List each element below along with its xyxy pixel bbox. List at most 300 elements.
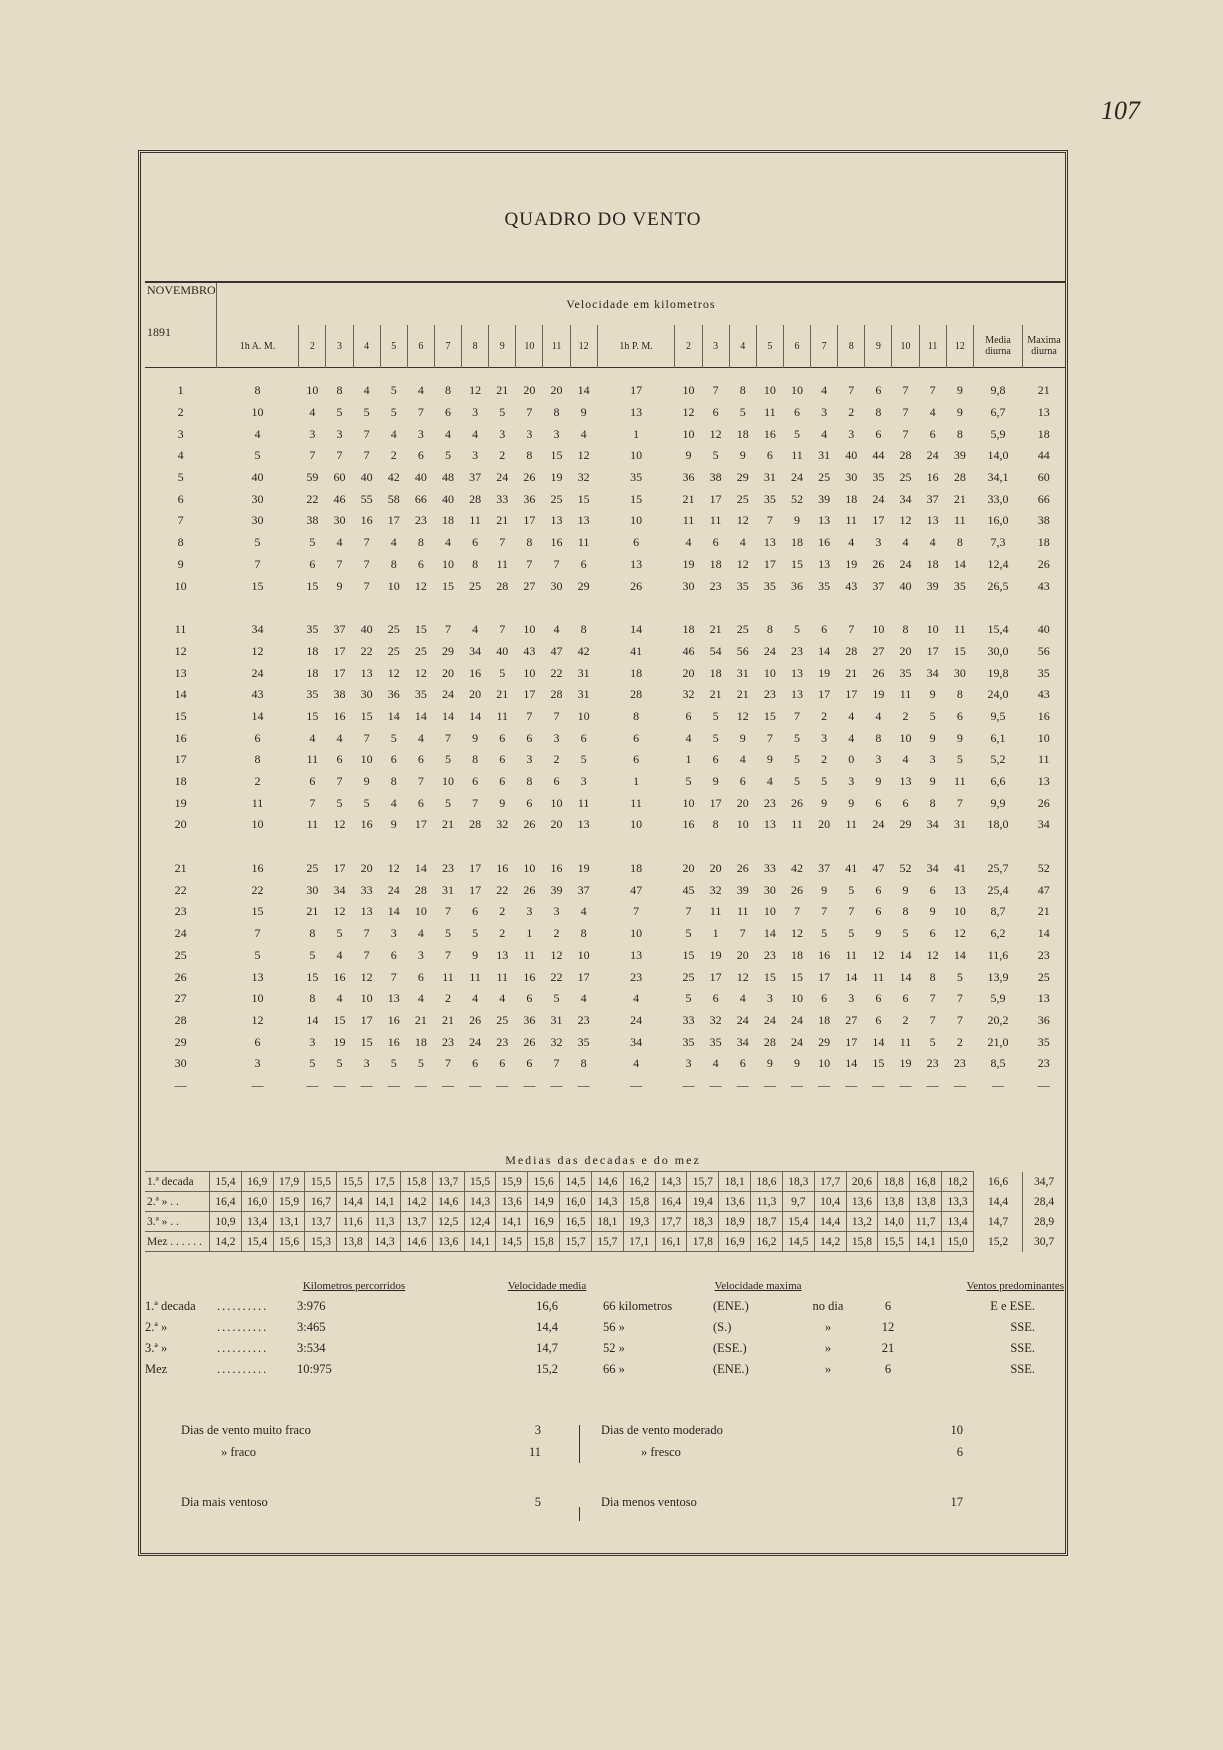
hour-value: 13 <box>763 817 776 832</box>
hour-value: 8 <box>390 774 397 789</box>
decade-value: 15,8 <box>528 1232 560 1252</box>
summary-km-header: Kilometros percorridos <box>302 1280 406 1292</box>
hour-value: 33 <box>496 491 509 506</box>
hour-value: 11 <box>630 795 642 810</box>
hour-value: 4 <box>580 904 587 919</box>
hour-value: 8 <box>336 383 343 398</box>
hour-value: 10 <box>953 904 966 919</box>
hour-value: 7 <box>254 556 261 571</box>
hour-value: 6 <box>526 730 533 745</box>
table-row <box>145 467 1065 489</box>
hour-value: 24 <box>872 817 885 832</box>
hour-value: 14 <box>251 708 264 723</box>
media-value: 6,2 <box>990 926 1006 941</box>
hour-header-pm: 12 <box>946 325 973 368</box>
hour-value: 12 <box>469 383 482 398</box>
hour-value: 12 <box>736 513 749 528</box>
hour-value: 12 <box>414 665 427 680</box>
dash-row <box>145 1075 1065 1097</box>
hour-value: 6 <box>309 556 316 571</box>
decade-value: 13,7 <box>305 1212 337 1232</box>
hour-value: 10 <box>630 448 643 463</box>
hour-value: 29 <box>899 817 912 832</box>
media-value: 7,3 <box>990 535 1006 550</box>
media-value: 21,0 <box>987 1034 1009 1049</box>
hour-value: 15 <box>360 708 373 723</box>
hour-value: 40 <box>360 622 373 637</box>
hour-value: 23 <box>414 513 427 528</box>
decades-title: Medias das decadas e do mez <box>505 1153 701 1167</box>
decade-value: 10,4 <box>814 1192 846 1212</box>
hour-value: 35 <box>577 1034 590 1049</box>
hour-value: 6 <box>499 752 506 767</box>
decade-value: 16,5 <box>560 1212 592 1232</box>
days-mais-value: 5 <box>534 1495 541 1509</box>
media-header: Media diurna <box>974 325 1023 368</box>
hour-value: 10 <box>360 991 373 1006</box>
hour-value: 3 <box>875 752 882 767</box>
hour-value: 21 <box>414 1012 427 1027</box>
hour-value: 6 <box>712 535 719 550</box>
hour-value: 15 <box>763 969 776 984</box>
hour-value: 39 <box>736 882 749 897</box>
hour-value: 10 <box>442 774 455 789</box>
hour-value: 3 <box>309 1034 316 1049</box>
hour-value: 24 <box>790 1012 803 1027</box>
hour-value: 16 <box>550 861 563 876</box>
hour-value: 6 <box>875 1012 882 1027</box>
hour-value: 12 <box>709 426 722 441</box>
table-row <box>145 641 1065 663</box>
days-row-3 <box>181 1495 1001 1517</box>
day-cell: 7 <box>177 513 184 528</box>
decade-value: 14,3 <box>369 1232 401 1252</box>
hour-value: 23 <box>442 861 455 876</box>
hour-value: 16 <box>360 513 373 528</box>
hour-value: 12 <box>577 448 590 463</box>
hour-value: 4 <box>553 622 560 637</box>
hour-value: 17 <box>360 1012 373 1027</box>
hour-value: 14 <box>306 1012 319 1027</box>
hour-value: 23 <box>790 643 803 658</box>
hour-value: 11 <box>791 448 803 463</box>
decade-value: 15,6 <box>528 1172 560 1192</box>
dash-cell: — <box>709 1077 722 1092</box>
decade-value: 15,8 <box>846 1232 878 1252</box>
dash-cell: — <box>469 1077 482 1092</box>
hour-value: 10 <box>630 513 643 528</box>
hour-value: 3 <box>848 774 855 789</box>
summary-day: 6 <box>884 1362 892 1376</box>
hour-value: 28 <box>630 687 643 702</box>
hour-value: 31 <box>442 882 455 897</box>
hour-value: 14 <box>387 708 400 723</box>
hour-value: 12 <box>790 926 803 941</box>
hour-value: 6 <box>499 1056 506 1071</box>
hour-value: 5 <box>821 774 828 789</box>
table-row <box>145 901 1065 923</box>
hour-value: 28 <box>953 470 966 485</box>
hour-header-am: 3 <box>326 325 353 368</box>
hour-value: 17 <box>469 882 482 897</box>
hour-value: 28 <box>469 817 482 832</box>
dot-leader: .......... <box>217 1299 269 1313</box>
hour-value: 7 <box>793 904 800 919</box>
decade-value: 14,4 <box>814 1212 846 1232</box>
hour-value: 4 <box>417 383 424 398</box>
hour-value: 13 <box>360 904 373 919</box>
max-value: 26 <box>1037 795 1050 810</box>
hour-value: 5 <box>848 882 855 897</box>
day-cell: 26 <box>174 969 187 984</box>
dash-cell: — <box>845 1077 858 1092</box>
hour-header-pm: 1h P. M. <box>597 325 675 368</box>
day-cell: 10 <box>174 578 187 593</box>
hour-value: 8 <box>929 969 936 984</box>
hour-value: 4 <box>766 774 773 789</box>
summary-row <box>145 1296 1065 1317</box>
hour-value: 22 <box>306 491 319 506</box>
hour-value: 26 <box>790 795 803 810</box>
summary-vel: 16,6 <box>536 1299 558 1313</box>
hour-value: 13 <box>763 535 776 550</box>
table-row <box>145 706 1065 728</box>
hour-value: 27 <box>845 1012 858 1027</box>
hour-value: 35 <box>953 578 966 593</box>
hour-value: 12 <box>550 947 563 962</box>
hour-value: 17 <box>709 969 722 984</box>
hour-value: 34 <box>736 1034 749 1049</box>
hour-value: 9 <box>363 774 370 789</box>
hour-value: 8 <box>766 622 773 637</box>
decade-value: 13,6 <box>846 1192 878 1212</box>
day-cell: 11 <box>174 622 187 637</box>
hour-value: 35 <box>414 687 427 702</box>
hour-value: 5 <box>821 926 828 941</box>
hour-value: 1 <box>712 926 719 941</box>
decade-value: 12,5 <box>432 1212 464 1232</box>
hour-value: 5 <box>445 926 452 941</box>
max-value: 34 <box>1037 817 1050 832</box>
hour-value: 56 <box>736 643 749 658</box>
hour-value: 5 <box>445 795 452 810</box>
hour-value: 3 <box>526 426 533 441</box>
days-divider <box>579 1425 580 1463</box>
hour-value: 8 <box>633 708 640 723</box>
hour-value: 14 <box>414 708 427 723</box>
hour-value: 38 <box>306 513 319 528</box>
max-value: 25 <box>1037 969 1050 984</box>
hour-header-pm: 10 <box>892 325 919 368</box>
hour-value: 6 <box>875 882 882 897</box>
hour-value: 35 <box>709 1034 722 1049</box>
hour-value: 3 <box>821 405 828 420</box>
hour-value: 11 <box>442 969 454 984</box>
hour-value: 20 <box>709 861 722 876</box>
table-row <box>145 923 1065 945</box>
hour-value: 28 <box>550 687 563 702</box>
hour-value: 10 <box>630 817 643 832</box>
max-value: 60 <box>1037 470 1050 485</box>
hour-value: 15 <box>790 969 803 984</box>
table-row <box>145 814 1065 836</box>
hour-value: 4 <box>902 535 909 550</box>
decade-value: 13,8 <box>337 1232 369 1252</box>
hour-value: 32 <box>550 1034 563 1049</box>
hour-value: 26 <box>790 882 803 897</box>
decade-value: 17,9 <box>273 1172 305 1192</box>
hour-value: 6 <box>821 622 828 637</box>
hour-value: 9 <box>390 817 397 832</box>
hour-value: 14 <box>469 708 482 723</box>
dash-cell: — <box>577 1077 590 1092</box>
hour-value: 10 <box>818 1056 831 1071</box>
hour-value: 37 <box>926 491 939 506</box>
day-cell: 14 <box>174 687 187 702</box>
decade-value: 18,1 <box>591 1212 623 1232</box>
hour-value: 15 <box>251 578 264 593</box>
hour-value: 26 <box>630 578 643 593</box>
hour-value: 43 <box>845 578 858 593</box>
decade-value: 17,5 <box>369 1172 401 1192</box>
hour-value: 15 <box>550 448 563 463</box>
decade-value: 14,2 <box>400 1192 432 1212</box>
hour-value: 4 <box>417 926 424 941</box>
hour-value: 16 <box>251 861 264 876</box>
decade-value: 15,7 <box>591 1232 623 1252</box>
hour-value: 5 <box>685 774 692 789</box>
hour-value: 17 <box>333 643 346 658</box>
hour-value: 5 <box>712 448 719 463</box>
hour-value: 4 <box>336 991 343 1006</box>
hour-value: 55 <box>360 491 373 506</box>
hour-value: 9 <box>929 730 936 745</box>
summary-winds: E e ESE. <box>990 1299 1035 1313</box>
hour-value: 4 <box>848 708 855 723</box>
hour-value: 3 <box>499 426 506 441</box>
hour-value: 35 <box>306 687 319 702</box>
hour-value: 4 <box>390 795 397 810</box>
decade-row <box>145 1212 1065 1232</box>
hour-value: 1 <box>526 926 533 941</box>
hour-value: 11 <box>954 622 966 637</box>
hour-value: 6 <box>472 904 479 919</box>
hour-value: 17 <box>577 969 590 984</box>
dash-cell: — <box>1037 1077 1050 1092</box>
hour-value: 12 <box>387 861 400 876</box>
hour-value: 11 <box>577 535 590 550</box>
media-value: 11,6 <box>987 947 1009 962</box>
hour-value: 33 <box>682 1012 695 1027</box>
hour-value: 4 <box>848 535 855 550</box>
hour-value: 30 <box>306 882 319 897</box>
hour-value: 30 <box>550 578 563 593</box>
day-cell: 18 <box>174 774 187 789</box>
hour-value: 3 <box>336 426 343 441</box>
hour-value: 7 <box>821 904 828 919</box>
max-value: 66 <box>1037 491 1050 506</box>
hour-value: 8 <box>254 383 261 398</box>
hour-value: 40 <box>845 448 858 463</box>
hour-value: 35 <box>630 470 643 485</box>
decade-value: 14,0 <box>878 1212 910 1232</box>
hour-value: 26 <box>523 1034 536 1049</box>
hour-value: 8 <box>580 926 587 941</box>
day-cell: 24 <box>174 926 187 941</box>
hour-value: 31 <box>818 448 831 463</box>
hour-value: 16 <box>333 708 346 723</box>
hour-value: 14 <box>953 947 966 962</box>
hour-value: 18 <box>306 665 319 680</box>
hour-value: 6 <box>553 774 560 789</box>
decade-value: 14,2 <box>210 1232 242 1252</box>
hour-value: 34 <box>251 622 264 637</box>
summary-max-value: 52 » <box>603 1341 625 1355</box>
hour-value: 3 <box>417 947 424 962</box>
hour-value: 21 <box>682 491 695 506</box>
hour-value: 21 <box>442 817 455 832</box>
hour-value: 4 <box>472 622 479 637</box>
decade-value: 14,1 <box>369 1192 401 1212</box>
hour-value: 21 <box>953 491 966 506</box>
hour-value: 40 <box>496 643 509 658</box>
hour-value: 22 <box>360 643 373 658</box>
hour-value: 6 <box>526 991 533 1006</box>
day-cell: 27 <box>174 991 187 1006</box>
hour-value: 26 <box>523 817 536 832</box>
hour-value: 41 <box>845 861 858 876</box>
hour-value: 1 <box>633 426 640 441</box>
hour-value: 48 <box>442 470 455 485</box>
hour-value: 5 <box>553 991 560 1006</box>
hour-value: 10 <box>790 383 803 398</box>
hour-value: 4 <box>633 991 640 1006</box>
hour-value: 19 <box>845 556 858 571</box>
hour-value: 11 <box>496 708 509 723</box>
hour-value: 36 <box>523 1012 536 1027</box>
hour-value: 29 <box>577 578 590 593</box>
hour-value: 21 <box>709 687 722 702</box>
hour-value: 20 <box>736 795 749 810</box>
hour-value: 7 <box>363 926 370 941</box>
hour-value: 7 <box>499 622 506 637</box>
hour-value: 13 <box>630 405 643 420</box>
hourly-wind-table <box>145 281 1065 1096</box>
hour-value: 34 <box>469 643 482 658</box>
hour-value: 8 <box>445 383 452 398</box>
hour-value: 14 <box>630 622 643 637</box>
hour-value: 30 <box>251 491 264 506</box>
hour-value: 7 <box>929 1012 936 1027</box>
hour-value: 21 <box>496 383 509 398</box>
hour-value: 6 <box>875 383 882 398</box>
hour-value: 6 <box>712 991 719 1006</box>
decade-max: 34,7 <box>1023 1172 1066 1192</box>
media-value: 5,9 <box>990 426 1006 441</box>
hour-value: 13 <box>630 556 643 571</box>
hour-value: 10 <box>763 904 776 919</box>
hour-value: 4 <box>739 991 746 1006</box>
hour-value: 20 <box>682 665 695 680</box>
hour-value: 10 <box>523 861 536 876</box>
hour-value: 58 <box>387 491 400 506</box>
hour-value: 25 <box>550 491 563 506</box>
hour-value: 4 <box>472 426 479 441</box>
hour-value: 4 <box>417 991 424 1006</box>
hour-value: 13 <box>790 665 803 680</box>
hour-value: 40 <box>414 470 427 485</box>
decade-value: 15,5 <box>464 1172 496 1192</box>
hour-value: 6 <box>793 405 800 420</box>
hour-value: 7 <box>956 1012 963 1027</box>
hour-value: 18 <box>442 513 455 528</box>
hour-value: 5 <box>793 774 800 789</box>
hour-value: 17 <box>333 665 346 680</box>
day-cell: 19 <box>174 795 187 810</box>
dash-cell: — <box>872 1077 885 1092</box>
hour-value: 6 <box>580 556 587 571</box>
hour-value: 15 <box>306 708 319 723</box>
hour-value: 13 <box>953 882 966 897</box>
day-cell: 25 <box>174 947 187 962</box>
hour-value: 7 <box>526 708 533 723</box>
hour-value: 8 <box>902 904 909 919</box>
hour-value: 7 <box>553 556 560 571</box>
decade-value: 16,0 <box>560 1192 592 1212</box>
hour-value: 16 <box>387 1012 400 1027</box>
days-fraco-value: 11 <box>528 1445 541 1459</box>
hour-value: 16 <box>926 470 939 485</box>
hour-value: 7 <box>363 448 370 463</box>
hour-value: 30 <box>845 470 858 485</box>
hour-value: 6 <box>472 1056 479 1071</box>
decade-value: 10,9 <box>210 1212 242 1232</box>
hour-value: 24 <box>442 687 455 702</box>
hour-value: 6 <box>499 730 506 745</box>
decade-media: 15,2 <box>974 1232 1023 1252</box>
hour-value: 9 <box>956 405 963 420</box>
hour-value: 8 <box>580 1056 587 1071</box>
hour-value: 5 <box>793 730 800 745</box>
hour-value: 5 <box>309 1056 316 1071</box>
hour-value: 17 <box>709 795 722 810</box>
hour-value: 2 <box>499 448 506 463</box>
decade-value: 14,6 <box>400 1232 432 1252</box>
hour-value: 22 <box>251 882 264 897</box>
hour-value: 3 <box>685 1056 692 1071</box>
header-row-top <box>145 282 1065 325</box>
hour-value: 8 <box>956 426 963 441</box>
hour-value: 7 <box>929 383 936 398</box>
hour-value: 24 <box>736 1012 749 1027</box>
decade-value: 15,5 <box>305 1172 337 1192</box>
decade-value: 15,4 <box>210 1172 242 1192</box>
hour-value: 6 <box>875 795 882 810</box>
hour-value: 38 <box>333 687 346 702</box>
hour-value: 4 <box>254 426 261 441</box>
hour-value: 25 <box>306 861 319 876</box>
hour-value: 4 <box>580 426 587 441</box>
hour-value: 15 <box>306 578 319 593</box>
hour-value: 39 <box>550 882 563 897</box>
decade-value: 13,7 <box>400 1212 432 1232</box>
hour-value: 7 <box>902 405 909 420</box>
hour-value: 30 <box>251 513 264 528</box>
table-row <box>145 445 1065 467</box>
decade-value: 18,3 <box>782 1172 814 1192</box>
hour-value: 9 <box>336 578 343 593</box>
hour-value: 5 <box>929 708 936 723</box>
